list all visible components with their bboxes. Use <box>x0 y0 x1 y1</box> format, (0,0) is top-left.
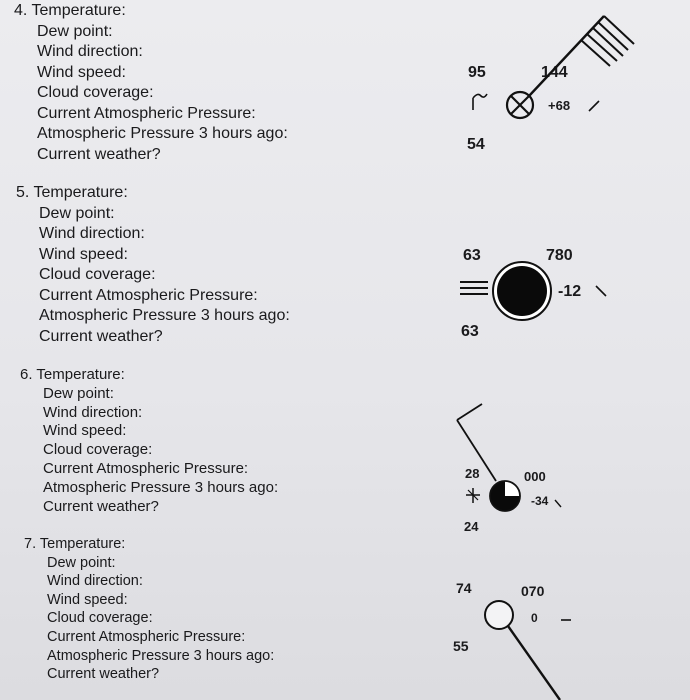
station-4-tendency-icon <box>589 101 599 111</box>
dew-point-label: Dew point: <box>47 554 116 571</box>
snow-icon <box>466 488 480 503</box>
wind-speed-label: Wind speed: <box>37 63 126 81</box>
station-7-pressure-tendency: 0 <box>531 611 538 625</box>
question-number: 7. <box>24 536 37 552</box>
current-weather-label: Current weather? <box>43 497 159 515</box>
pressure-3h-ago-label: Atmospheric Pressure 3 hours ago: <box>43 478 279 496</box>
wind-speed-label: Wind speed: <box>47 591 128 608</box>
station-4-pressure-tendency: +68 <box>548 98 571 113</box>
temperature-label: Temperature: <box>39 536 126 552</box>
temperature-label: Temperature: <box>33 184 128 201</box>
current-pressure-label: Current Atmospheric Pressure: <box>47 628 246 645</box>
station-6-tendency-icon <box>555 500 561 507</box>
pressure-3h-ago-label: Atmospheric Pressure 3 hours ago: <box>37 125 288 142</box>
station-4-pressure: 144 <box>541 64 568 81</box>
cloud-coverage-label: Cloud coverage: <box>39 266 156 283</box>
station-5-cloud-cover-icon <box>493 262 551 320</box>
wind-speed-label: Wind speed: <box>39 245 128 263</box>
current-weather-label: Current weather? <box>37 145 161 163</box>
station-5-tendency-icon <box>596 286 606 296</box>
station-7-dew-point: 55 <box>453 638 469 654</box>
station-5-temperature: 63 <box>463 247 481 264</box>
station-4-wind-barb-icon <box>529 16 634 96</box>
wind-direction-label: Wind direction: <box>43 403 143 421</box>
station-4-dew-point: 54 <box>467 136 485 153</box>
dew-point-label: Dew point: <box>43 384 114 402</box>
station-6-pressure-tendency: -34 <box>531 494 549 508</box>
drizzle-icon <box>473 94 487 110</box>
cloud-coverage-label: Cloud coverage: <box>47 610 153 627</box>
current-weather-label: Current weather? <box>47 666 160 683</box>
wind-direction-label: Wind direction: <box>47 573 143 590</box>
wind-direction-label: Wind direction: <box>39 225 145 242</box>
wind-speed-label: Wind speed: <box>43 422 127 440</box>
current-pressure-label: Current Atmospheric Pressure: <box>37 104 256 122</box>
question-number: 4. <box>14 2 28 19</box>
temperature-label: Temperature: <box>31 2 126 19</box>
temperature-label: Temperature: <box>36 366 125 383</box>
current-weather-label: Current weather? <box>39 327 163 345</box>
station-5-pressure-tendency: -12 <box>558 283 582 300</box>
wind-direction-label: Wind direction: <box>37 43 143 60</box>
station-5-pressure: 780 <box>546 247 573 264</box>
current-pressure-label: Current Atmospheric Pressure: <box>39 286 258 304</box>
station-7-wind-barb-icon <box>508 626 560 700</box>
station-6-temperature: 28 <box>465 466 480 481</box>
fog-icon <box>460 282 488 294</box>
dew-point-label: Dew point: <box>37 22 113 40</box>
station-6-dew-point: 24 <box>464 519 479 534</box>
current-pressure-label: Current Atmospheric Pressure: <box>43 459 249 477</box>
pressure-3h-ago-label: Atmospheric Pressure 3 hours ago: <box>47 647 275 664</box>
pressure-3h-ago-label: Atmospheric Pressure 3 hours ago: <box>39 307 290 324</box>
station-4-temperature: 95 <box>468 64 486 81</box>
cloud-coverage-label: Cloud coverage: <box>43 441 153 459</box>
dew-point-label: Dew point: <box>39 204 115 222</box>
station-6-wind-barb-icon <box>457 404 496 481</box>
question-number: 5. <box>16 184 30 201</box>
station-7-temperature: 74 <box>456 580 472 596</box>
station-7-cloud-cover-icon <box>485 601 513 629</box>
question-number: 6. <box>20 366 33 383</box>
station-7-pressure: 070 <box>521 583 545 599</box>
station-5-dew-point: 63 <box>461 323 479 340</box>
station-6-cloud-cover-icon <box>490 481 520 511</box>
cloud-coverage-label: Cloud coverage: <box>37 84 154 101</box>
station-6-pressure: 000 <box>524 469 546 484</box>
